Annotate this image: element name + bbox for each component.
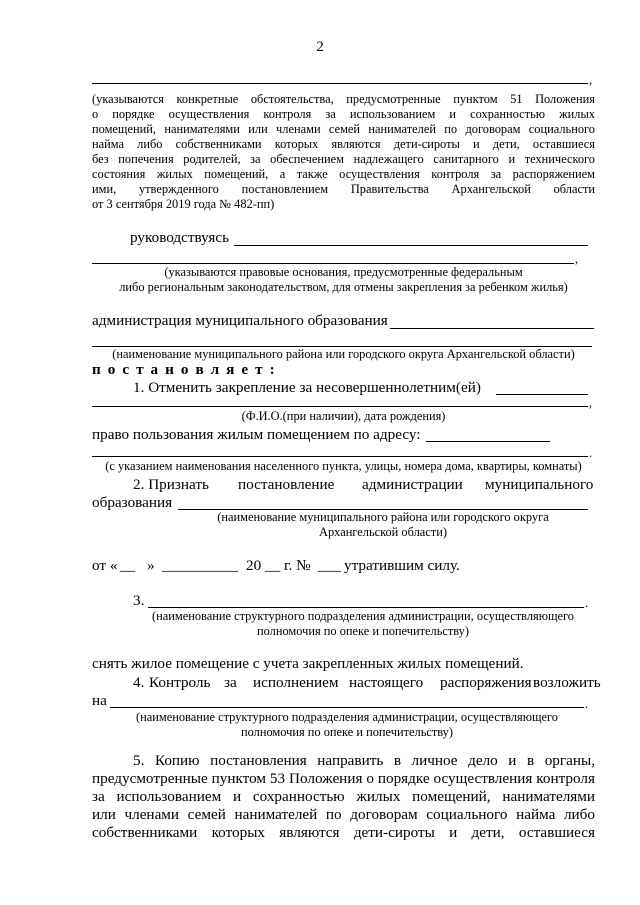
item5-line-2: предусмотренные пунктом 53 Положения о порядке осуществления контроля [92, 770, 595, 787]
item3-note-1: (наименование структурного подразделения администрации, осуществляющего [152, 609, 574, 623]
item1-address-note: (с указанием наименования населенного пункта, улицы, номера дома, квартиры, комнаты) [105, 459, 582, 473]
circumstances-line-5: без попечения родителей, за обеспечением надлежащего санитарного и технического [92, 152, 595, 166]
administration-blank-1 [390, 328, 594, 329]
item1-dot: . [589, 446, 593, 460]
item5-line-1: 5. Копию постановления направить в личное дело и в органы, [133, 752, 595, 769]
item4-word-6: распоряжения [440, 674, 532, 691]
item1-name-blank [92, 406, 588, 407]
item5-line-3: за использованием и сохранностью жилых помещений, нанимателями [92, 788, 595, 805]
item1-address-blank-2 [92, 456, 588, 457]
circumstances-line-8: от 3 сентября 2019 года № 482-пп) [92, 197, 275, 211]
item2-date-from: от « [92, 557, 118, 574]
item1-right-text: право пользования жилым помещением по адресу: [92, 426, 421, 443]
item2-date-month: __________ [162, 557, 238, 574]
item4-blank [110, 707, 584, 708]
circumstances-comma: , [589, 73, 593, 87]
circumstances-blank [92, 83, 588, 84]
item4-note-2: полномочия по опеке и попечительству) [240, 725, 454, 739]
item3-blank [148, 607, 584, 608]
item2-word-2: постановление [238, 476, 335, 493]
item4-word-7: возложить [533, 674, 601, 691]
item2-date-tail: утратившим силу. [344, 557, 460, 574]
item2-line2: образования [92, 494, 173, 511]
item1-name-note: (Ф.И.О.(при наличии), дата рождения) [241, 409, 446, 423]
administration-note: (наименование муниципального района или городского округа Архангельской области) [112, 347, 575, 361]
item2-date-number: ___ [318, 557, 341, 574]
guided-by-blank-2 [92, 263, 574, 264]
decree-word: п о с т а н о в л я е т : [92, 361, 277, 378]
item3-dot: . [585, 596, 589, 610]
item1-blank-1 [496, 394, 532, 395]
item4-word-4: исполнением [253, 674, 339, 691]
item2-note-2: Архангельской области) [319, 525, 447, 539]
item4-word-3: за [224, 674, 237, 691]
item4-word-1: 4. [133, 674, 145, 691]
page-number: 2 [316, 38, 324, 55]
item3-number: 3. [133, 592, 145, 609]
guided-by-comma: , [575, 252, 579, 266]
circumstances-line-3: помещений, нанимателями или членами семей нанимателей по договорам социального [92, 122, 595, 136]
item5-line-4: или членами семей нанимателей по договорам социального найма либо [92, 806, 595, 823]
item4-dot: . [585, 697, 589, 711]
item4-note-1: (наименование структурного подразделения администрации, осуществляющего [136, 710, 558, 724]
circumstances-line-4: найма либо собственниками которых являются дети-сироты и дети, оставшиеся [92, 137, 595, 151]
item2-word-1: 2. Признать [133, 476, 209, 493]
circumstances-line-2: о порядке осуществления контроля за использованием и сохранностью жилых [92, 107, 595, 121]
circumstances-line-6: состояния жилых помещений, а также осуществления контроля за распоряжением [92, 167, 595, 181]
item4-word-5: настоящего [349, 674, 424, 691]
item2-date-day: __ [120, 557, 136, 574]
circumstances-line-1: (указываются конкретные обстоятельства, предусмотренные пунктом 51 Положения [92, 92, 595, 106]
item5-line-5: собственниками которых являются дети-сироты и дети, оставшиеся [92, 824, 595, 841]
item2-date-year: 20 __ г. № [246, 557, 311, 574]
item3-note-2: полномочия по опеке и попечительству) [256, 624, 470, 638]
item1-address-blank-1 [426, 441, 550, 442]
item2-word-3: администрации [362, 476, 463, 493]
item4-on: на [92, 692, 107, 709]
item1-text: 1. Отменить закрепление за несовершеннолетним(ей) [133, 379, 481, 396]
item2-word-4: муниципального [485, 476, 594, 493]
guided-by-label: руководствуясь [130, 229, 230, 246]
item1-blank-2 [532, 394, 588, 395]
guided-by-note-2: либо региональным законодательством, для отмены закрепления за ребенком жилья) [119, 280, 568, 294]
guided-by-blank-1 [234, 245, 588, 246]
administration-label: администрация муниципального образования [92, 312, 388, 329]
circumstances-line-7: ими, утвержденного постановлением Правительства Архангельской области [92, 182, 595, 196]
item3-text: снять жилое помещение с учета закрепленных жилых помещений. [92, 655, 524, 672]
item4-word-2: Контроль [149, 674, 211, 691]
guided-by-note-1: (указываются правовые основания, предусмотренные федеральным [164, 265, 523, 279]
item2-note-1: (наименование муниципального района или городского округа [217, 510, 549, 524]
item1-comma: , [589, 396, 593, 410]
item2-date-close: » [147, 557, 155, 574]
